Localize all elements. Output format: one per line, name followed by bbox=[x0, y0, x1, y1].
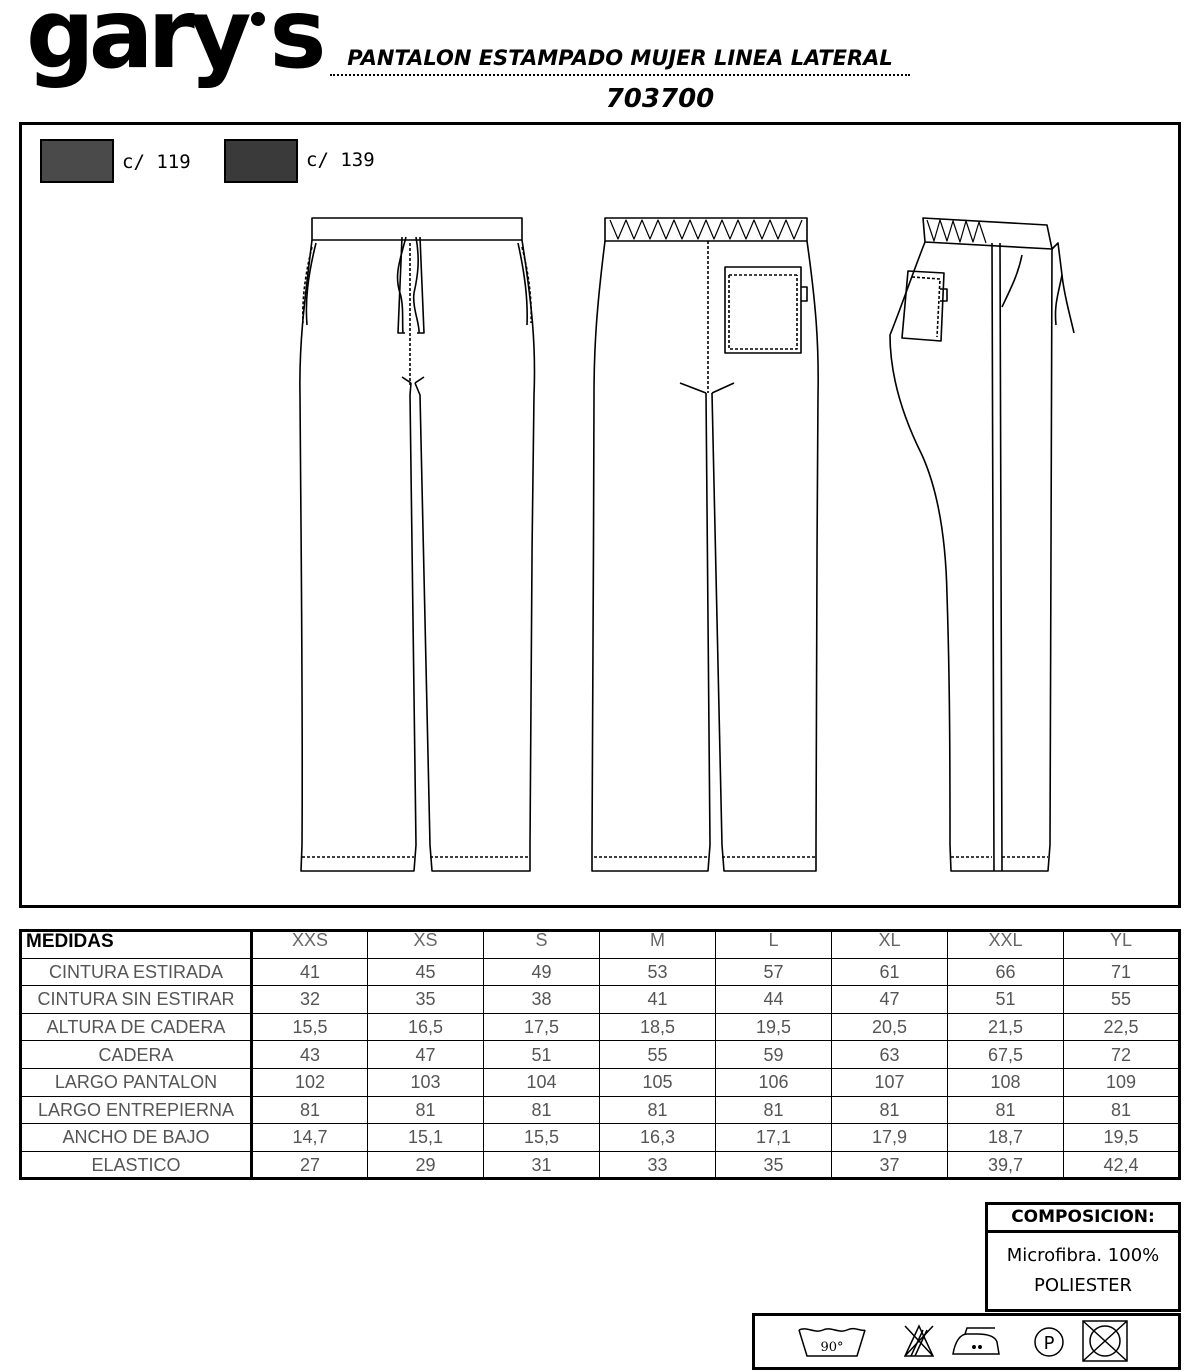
composition-line-1: Microfibra. 100% bbox=[1006, 1245, 1160, 1266]
cell: 49 bbox=[484, 958, 600, 986]
cell: 41 bbox=[252, 958, 368, 986]
cell: 81 bbox=[484, 1096, 600, 1124]
logo-dot bbox=[251, 12, 265, 26]
cell: 43 bbox=[252, 1041, 368, 1069]
cell: 71 bbox=[1064, 958, 1180, 986]
cell: 72 bbox=[1064, 1041, 1180, 1069]
cell: 32 bbox=[252, 986, 368, 1014]
cell: 81 bbox=[1064, 1096, 1180, 1124]
row-label: ELASTICO bbox=[21, 1151, 252, 1179]
table-row bbox=[21, 986, 1180, 1014]
pants-side-view bbox=[890, 218, 1074, 871]
cell: 59 bbox=[716, 1041, 832, 1069]
size-xxl: XXL bbox=[948, 931, 1064, 959]
cell: 106 bbox=[716, 1068, 832, 1096]
cell: 18,5 bbox=[600, 1013, 716, 1041]
cell: 17,9 bbox=[832, 1124, 948, 1152]
cell: 81 bbox=[368, 1096, 484, 1124]
technical-drawing-panel bbox=[19, 122, 1181, 908]
cell: 15,5 bbox=[484, 1124, 600, 1152]
cell: 37 bbox=[832, 1151, 948, 1179]
cell: 66 bbox=[948, 958, 1064, 986]
table-row bbox=[21, 1068, 1180, 1096]
cell: 108 bbox=[948, 1068, 1064, 1096]
table-row bbox=[21, 1151, 1180, 1179]
cell: 104 bbox=[484, 1068, 600, 1096]
cell: 103 bbox=[368, 1068, 484, 1096]
cell: 102 bbox=[252, 1068, 368, 1096]
cell: 107 bbox=[832, 1068, 948, 1096]
measures-header: MEDIDAS bbox=[21, 931, 252, 959]
table-row bbox=[21, 1124, 1180, 1152]
pants-sketches bbox=[22, 125, 1178, 905]
cell: 105 bbox=[600, 1068, 716, 1096]
pants-front-view bbox=[300, 218, 535, 871]
iron-low-icon bbox=[953, 1328, 999, 1354]
no-bleach-icon bbox=[905, 1326, 933, 1356]
size-header-row bbox=[21, 931, 1180, 959]
cell: 57 bbox=[716, 958, 832, 986]
row-label: LARGO PANTALON bbox=[21, 1068, 252, 1096]
cell: 42,4 bbox=[1064, 1151, 1180, 1179]
pants-back-view bbox=[592, 218, 818, 871]
table-row bbox=[21, 1096, 1180, 1124]
cell: 51 bbox=[948, 986, 1064, 1014]
size-xs: XS bbox=[368, 931, 484, 959]
cell: 109 bbox=[1064, 1068, 1180, 1096]
row-label: CINTURA ESTIRADA bbox=[21, 958, 252, 986]
cell: 53 bbox=[600, 958, 716, 986]
size-l: L bbox=[716, 931, 832, 959]
cell: 51 bbox=[484, 1041, 600, 1069]
composition-title: COMPOSICION: bbox=[988, 1205, 1178, 1233]
cell: 15,5 bbox=[252, 1013, 368, 1041]
cell: 33 bbox=[600, 1151, 716, 1179]
cell: 67,5 bbox=[948, 1041, 1064, 1069]
cell: 47 bbox=[368, 1041, 484, 1069]
cell: 81 bbox=[832, 1096, 948, 1124]
product-code: 703700 bbox=[605, 84, 715, 114]
row-label: LARGO ENTREPIERNA bbox=[21, 1096, 252, 1124]
cell: 16,3 bbox=[600, 1124, 716, 1152]
color-label-139: c/ 139 bbox=[306, 149, 375, 171]
row-label: CADERA bbox=[21, 1041, 252, 1069]
size-xxs: XXS bbox=[252, 931, 368, 959]
table-row bbox=[21, 1013, 1180, 1041]
size-yl: YL bbox=[1064, 931, 1180, 959]
row-label: ALTURA DE CADERA bbox=[21, 1013, 252, 1041]
cell: 61 bbox=[832, 958, 948, 986]
no-tumble-dry-icon bbox=[1083, 1321, 1127, 1361]
cell: 21,5 bbox=[948, 1013, 1064, 1041]
cell: 81 bbox=[948, 1096, 1064, 1124]
table-row bbox=[21, 1041, 1180, 1069]
cell: 22,5 bbox=[1064, 1013, 1180, 1041]
cell: 55 bbox=[600, 1041, 716, 1069]
cell: 44 bbox=[716, 986, 832, 1014]
size-xl: XL bbox=[832, 931, 948, 959]
cell: 19,5 bbox=[1064, 1124, 1180, 1152]
composition-box bbox=[985, 1202, 1181, 1312]
dry-clean-p-icon bbox=[1035, 1328, 1063, 1356]
wash-90-icon bbox=[799, 1329, 865, 1356]
cell: 81 bbox=[600, 1096, 716, 1124]
size-s: S bbox=[484, 931, 600, 959]
cell: 16,5 bbox=[368, 1013, 484, 1041]
cell: 14,7 bbox=[252, 1124, 368, 1152]
cell: 39,7 bbox=[948, 1151, 1064, 1179]
cell: 47 bbox=[832, 986, 948, 1014]
cell: 19,5 bbox=[716, 1013, 832, 1041]
cell: 55 bbox=[1064, 986, 1180, 1014]
row-label: ANCHO DE BAJO bbox=[21, 1124, 252, 1152]
cell: 27 bbox=[252, 1151, 368, 1179]
color-label-119: c/ 119 bbox=[122, 151, 191, 173]
cell: 15,1 bbox=[368, 1124, 484, 1152]
cell: 63 bbox=[832, 1041, 948, 1069]
svg-text:P: P bbox=[1043, 1333, 1055, 1354]
care-symbols-box bbox=[752, 1313, 1181, 1370]
cell: 45 bbox=[368, 958, 484, 986]
cell: 31 bbox=[484, 1151, 600, 1179]
table-row bbox=[21, 958, 1180, 986]
cell: 41 bbox=[600, 986, 716, 1014]
cell: 38 bbox=[484, 986, 600, 1014]
cell: 18,7 bbox=[948, 1124, 1064, 1152]
size-m: M bbox=[600, 931, 716, 959]
cell: 17,5 bbox=[484, 1013, 600, 1041]
brand-logo: gary s bbox=[26, 0, 321, 90]
row-label: CINTURA SIN ESTIRAR bbox=[21, 986, 252, 1014]
composition-line-2: POLIESTER bbox=[1033, 1275, 1133, 1296]
product-title: PANTALON ESTAMPADO MUJER LINEA LATERAL bbox=[330, 46, 910, 76]
size-measurements-table bbox=[19, 929, 1181, 1180]
cell: 35 bbox=[368, 986, 484, 1014]
cell: 20,5 bbox=[832, 1013, 948, 1041]
cell: 35 bbox=[716, 1151, 832, 1179]
composition-text bbox=[988, 1233, 1178, 1301]
cell: 29 bbox=[368, 1151, 484, 1179]
cell: 17,1 bbox=[716, 1124, 832, 1152]
cell: 81 bbox=[716, 1096, 832, 1124]
cell: 81 bbox=[252, 1096, 368, 1124]
svg-text:90°: 90° bbox=[820, 1340, 844, 1355]
